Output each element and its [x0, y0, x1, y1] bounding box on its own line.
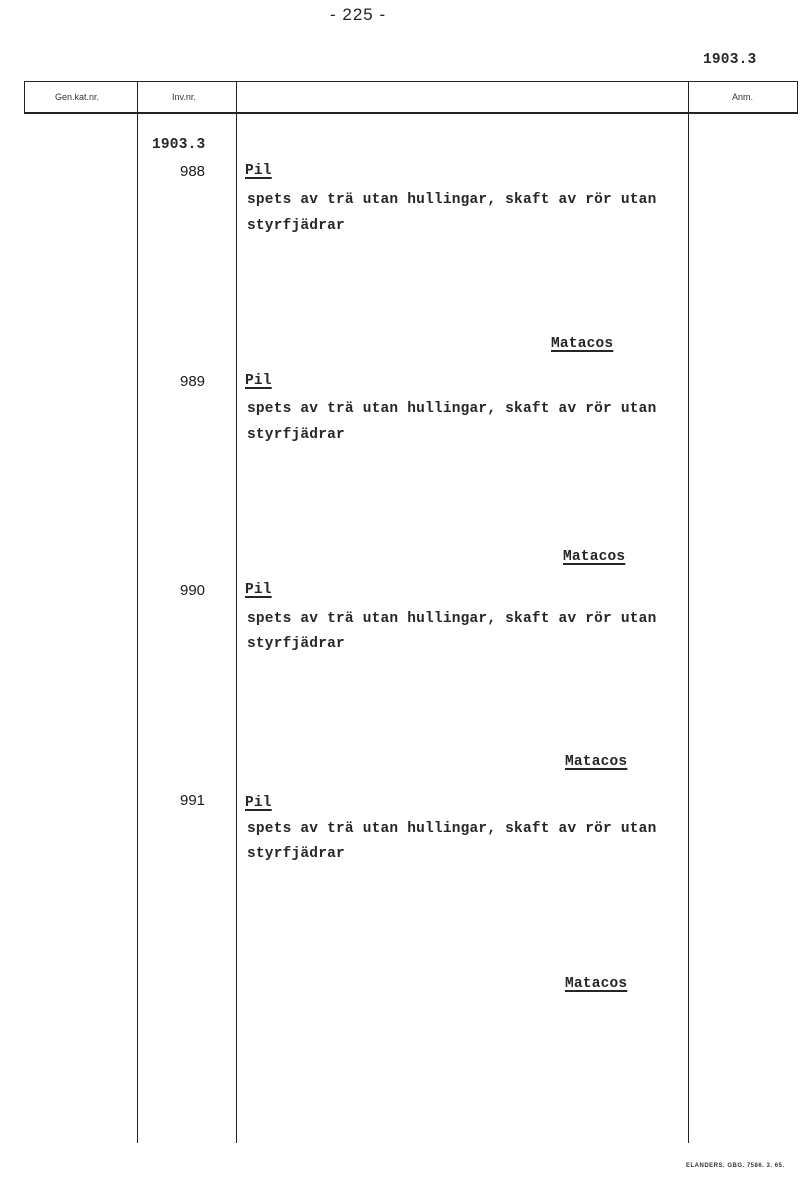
description-line: styrfjädrar [247, 218, 345, 234]
column-divider-desc-anm [688, 81, 689, 1143]
object-name: Pil [245, 163, 272, 179]
description-line: styrfjädrar [247, 427, 345, 443]
column-header-anm: Anm. [732, 92, 754, 102]
column-header-gen-kat: Gen.kat.nr. [55, 92, 100, 102]
object-name: Pil [245, 795, 272, 811]
column-divider-gen-inv [137, 81, 138, 1143]
inv-number: 988 [180, 163, 206, 180]
header-bottom-border [24, 112, 798, 114]
column-header-inv: Inv.nr. [172, 92, 196, 102]
corner-accession-number: 1903.3 [703, 52, 757, 68]
object-name: Pil [245, 373, 272, 389]
description-line: styrfjädrar [247, 846, 345, 862]
description-line: spets av trä utan hullingar, skaft av rör utan [247, 192, 657, 208]
description-line: spets av trä utan hullingar, skaft av rör utan [247, 611, 657, 627]
right-border [797, 81, 798, 113]
description-line: styrfjädrar [247, 636, 345, 652]
inv-number: 991 [180, 792, 206, 809]
people-name: Matacos [565, 754, 628, 770]
column-divider-inv-desc [236, 81, 237, 1143]
left-border [24, 81, 25, 113]
people-name: Matacos [565, 976, 628, 992]
page-number: - 225 - [330, 5, 387, 24]
object-name: Pil [245, 582, 272, 598]
accession-block-number: 1903.3 [152, 137, 206, 153]
description-line: spets av trä utan hullingar, skaft av rör utan [247, 821, 657, 837]
printer-imprint: ELANDERS. GBG. 7586. 3. 65. [686, 1163, 785, 1169]
description-line: spets av trä utan hullingar, skaft av rör utan [247, 401, 657, 417]
inv-number: 990 [180, 582, 206, 599]
inv-number: 989 [180, 373, 206, 390]
people-name: Matacos [563, 549, 626, 565]
people-name: Matacos [551, 336, 614, 352]
table-top-border [24, 81, 798, 82]
